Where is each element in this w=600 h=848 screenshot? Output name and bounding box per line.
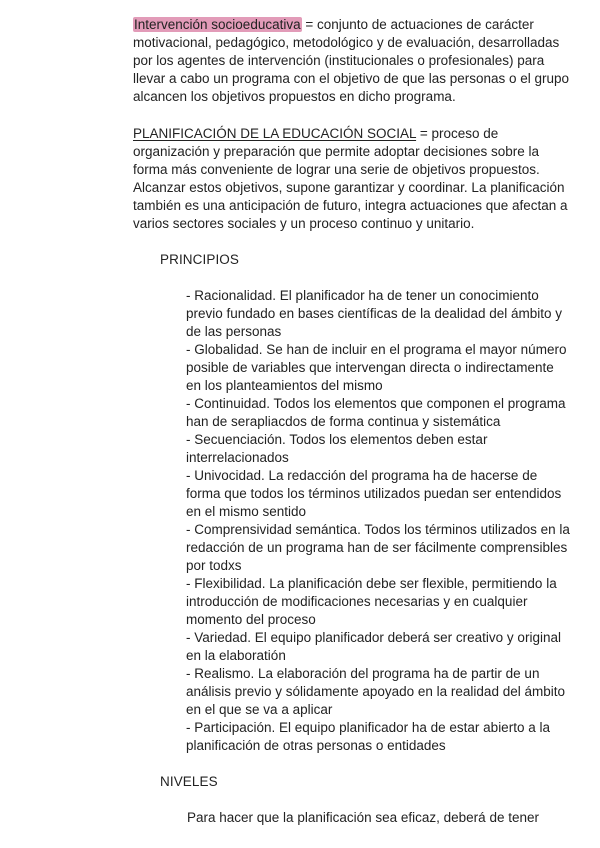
principle-item: - Univocidad. La redacción del programa ha de hacerse de forma que todos los términos utilizados puedan ser entendidos en el mismo sentido: [186, 468, 562, 519]
principle-item: - Comprensividad semántica. Todos los términos utilizados en la redacción de un programa han de ser fácilmente comprensibles por todxs: [186, 522, 570, 573]
underlined-term: PLANIFICACIÓN DE LA EDUCACIÓN SOCIAL: [133, 126, 417, 141]
principle-item: - Variedad. El equipo planificador deberá ser creativo y original en la elaboratión: [186, 630, 561, 663]
principle-item: - Flexibilidad. La planificación debe ser flexible, permitiendo la introducción de modificaciones necesarias y en cualquier momento del proceso: [186, 576, 557, 627]
principles-list: [186, 287, 570, 755]
principle-item: - Secuenciación. Todos los elementos deben estar interrelacionados: [186, 432, 488, 465]
definition-text: = conjunto de actuaciones de carácter motivacional, pedagógico, metodológico y de evaluación, desarrolladas por los agentes de intervención (institucionales o profesionales) para llevar a cabo un programa con el objetivo de que las personas o el grupo alcancen los objetivos propuestos en dicho programa.: [133, 17, 570, 104]
principle-item: - Participación. El equipo planificador ha de estar abierto a la planificación de otras personas o entidades: [186, 720, 550, 753]
principle-item: - Realismo. La elaboración del programa ha de partir de un análisis previo y sólidamente apoyado en la realidad del ámbito en el que se va a aplicar: [186, 666, 565, 717]
principle-item: - Continuidad. Todos los elementos que componen el programa han de serapliacdos de forma continua y sistemática: [186, 396, 566, 429]
definition-text: = proceso de organización y preparación que permite adoptar decisiones sobre la forma más conveniente de lograr una serie de objetivos propuestos. Alcanzar estos objetivos, supone garantizar y coordinar. La planificación también es una anticipación de futuro, integra actuaciones que afectan a varios sectores sociales y un proceso continuo y unitario.: [133, 126, 568, 231]
niveles-intro: Para hacer que la planificación sea eficaz, deberá de tener: [187, 810, 539, 825]
definition-planificacion: [133, 125, 575, 233]
principle-item: - Racionalidad. El planificador ha de tener un conocimiento previo fundado en bases científicas de la dealidad del ámbito y de las personas: [186, 288, 562, 339]
principle-item: - Globalidad. Se han de incluir en el programa el mayor número posible de variables que intervengan directa o indirectamente en los planteamientos del mismo: [186, 342, 567, 393]
definition-intervencion: [133, 16, 575, 106]
section-heading-niveles: NIVELES: [160, 774, 218, 789]
section-heading-principios: PRINCIPIOS: [160, 252, 240, 267]
highlighted-term: Intervención socioeducativa: [134, 17, 301, 32]
